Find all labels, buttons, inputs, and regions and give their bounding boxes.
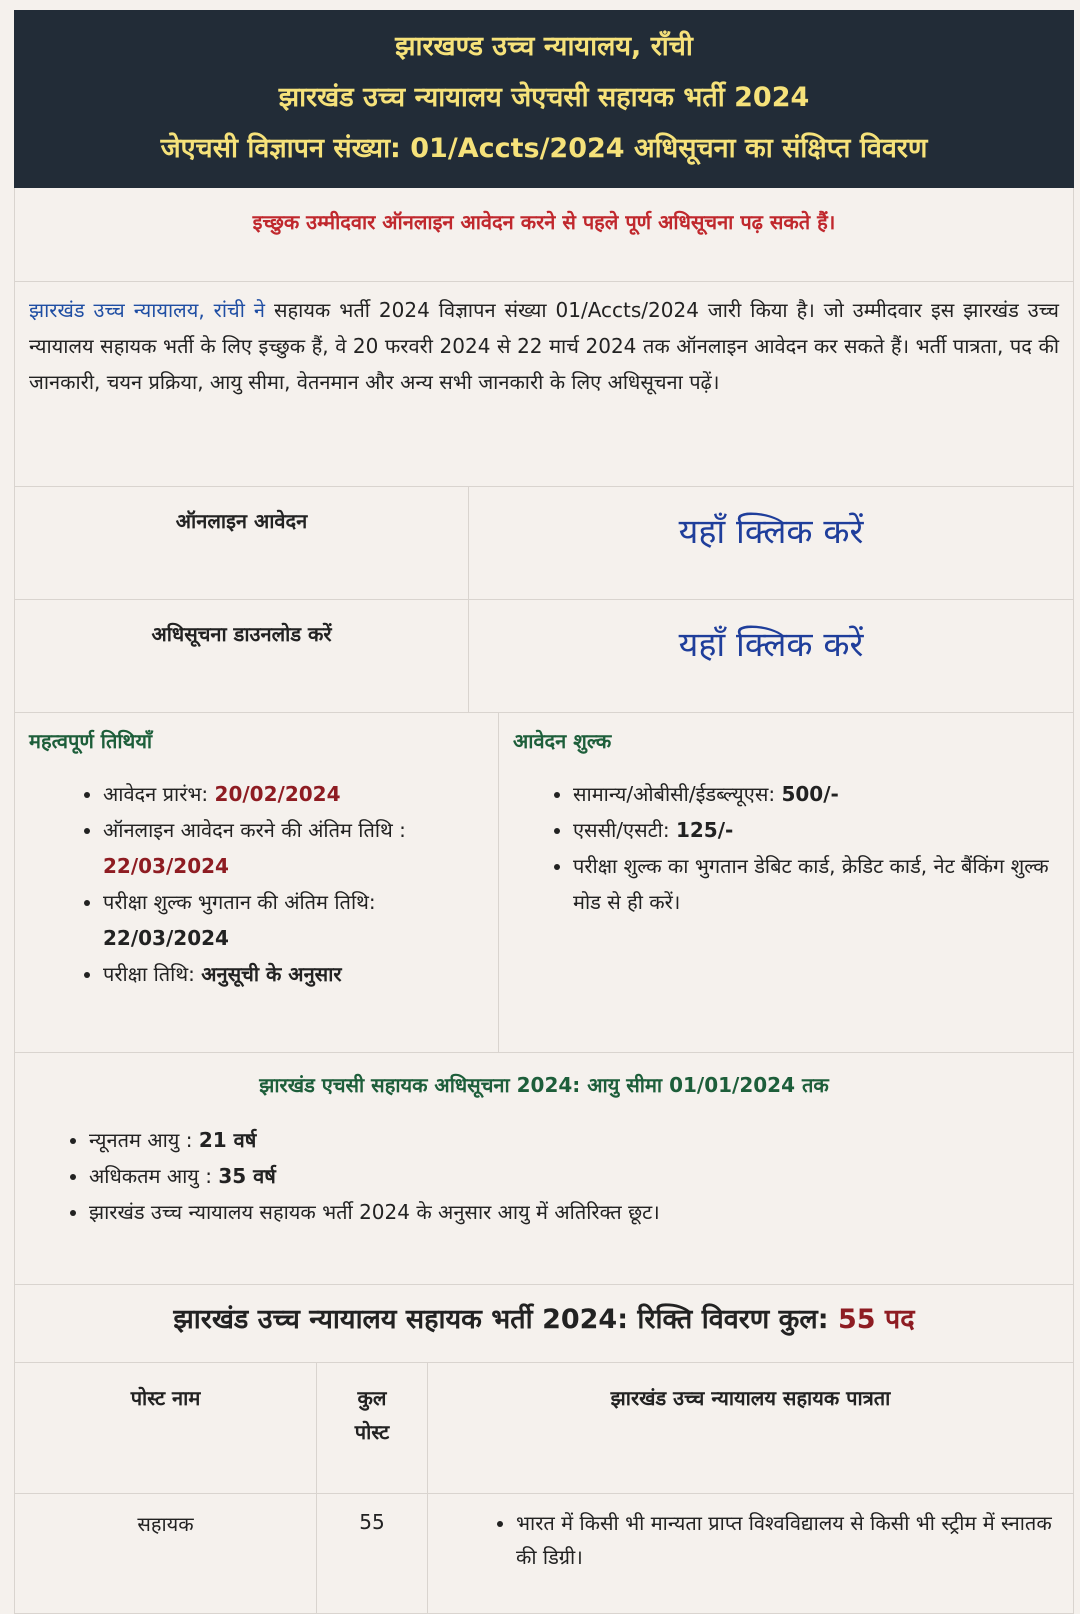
age-value: 21 वर्ष (198, 1128, 257, 1152)
cell-eligibility (428, 1494, 1073, 1613)
vacancy-title: झारखंड उच्च न्यायालय सहायक भर्ती 2024: रिक्ति विवरण कुल: (173, 1304, 838, 1335)
intro-body: सहायक भर्ती 2024 विज्ञापन संख्या 01/Accts/2024 जारी किया है। जो उम्मीदवार इस झारखंड उच्च न्यायालय सहायक भर्ती के लिए इच्छुक हैं, वे 20 फरवरी 2024 से 22 मार्च 2024 तक ऑनलाइन आवेदन कर सकते हैं। भर्ती पात्रता, पद की जानकारी, चयन प्रक्रिया, आयु सीमा, वेतनमान और अन्य सभी जानकारी के लिए अधिसूचना पढ़ें। (29, 298, 1059, 394)
download-notification-link[interactable]: यहाँ क्लिक करें (678, 625, 864, 665)
age-label: झारखंड उच्च न्यायालय सहायक भर्ती 2024 के अनुसार आयु में अतिरिक्त छूट। (89, 1200, 660, 1224)
important-dates (15, 713, 499, 1052)
notification-page (14, 10, 1074, 1614)
download-notification-label: अधिसूचना डाउनलोड करें (15, 600, 469, 712)
intro-paragraph (14, 282, 1074, 487)
list-item (89, 1158, 1073, 1194)
application-fees-title: आवेदन शुल्क (513, 729, 612, 753)
vacancy-count: 55 पद (837, 1304, 915, 1335)
age-limit-section (14, 1053, 1074, 1285)
header-recruitment-title: झारखंड उच्च न्यायालय जेएचसी सहायक भर्ती 2024 (278, 82, 810, 113)
list-item (573, 812, 1059, 848)
notice-text: इच्छुक उम्मीदवार ऑनलाइन आवेदन करने से पहले पूर्ण अधिसूचना पढ़ सकते हैं। (14, 188, 1074, 282)
table-row (14, 1494, 1074, 1614)
age-limit-list (15, 1122, 1073, 1230)
vacancy-table-header (14, 1363, 1074, 1494)
fee-label: सामान्य/ओबीसी/ईडब्ल्यूएस: (573, 782, 782, 806)
header-post-name: पोस्ट नाम (15, 1363, 317, 1493)
online-apply-label: ऑनलाइन आवेदन (15, 487, 469, 599)
application-fees (499, 713, 1073, 1052)
list-item (573, 848, 1059, 920)
important-dates-title: महत्वपूर्ण तिथियाँ (29, 729, 153, 753)
date-label: आवेदन प्रारंभ: (103, 782, 215, 806)
header-advertisement-title: जेएचसी विज्ञापन संख्या: 01/Accts/2024 अधिसूचना का संक्षिप्त विवरण (160, 133, 928, 164)
vacancy-heading (14, 1285, 1074, 1363)
age-limit-title: झारखंड एचसी सहायक अधिसूचना 2024: आयु सीमा 01/01/2024 तक (259, 1073, 829, 1097)
court-link[interactable]: झारखंड उच्च न्यायालय, रांची ने (29, 298, 266, 322)
header-eligibility: झारखंड उच्च न्यायालय सहायक पात्रता (610, 1386, 891, 1410)
list-item (89, 1194, 1073, 1230)
fee-value: 500/- (781, 782, 839, 806)
cell-post-name: सहायक (15, 1494, 317, 1613)
important-dates-list (29, 776, 484, 992)
header-total-posts (317, 1363, 428, 1493)
date-label: परीक्षा तिथि: (103, 962, 202, 986)
age-label: न्यूनतम आयु : (89, 1128, 199, 1152)
cell-total-posts: 55 (317, 1494, 428, 1613)
date-value: 22/03/2024 (103, 854, 229, 878)
date-value: 20/02/2024 (214, 782, 341, 806)
age-value: 35 वर्ष (218, 1164, 276, 1188)
application-fees-list (513, 776, 1059, 920)
list-item (573, 776, 1059, 812)
fee-value: 125/- (675, 818, 734, 842)
date-value: 22/03/2024 (103, 926, 229, 950)
list-item: • भारत में किसी भी मान्यता प्राप्त विश्वविद्यालय से किसी भी स्ट्रीम में स्नातक की डिग्री। (516, 1506, 1073, 1574)
list-item (103, 884, 484, 956)
list-item (103, 776, 484, 812)
online-apply-link[interactable]: यहाँ क्लिक करें (678, 512, 864, 552)
list-item (103, 956, 484, 992)
age-label: अधिकतम आयु : (89, 1164, 219, 1188)
eligibility-list (428, 1506, 1073, 1574)
download-notification-row (14, 600, 1074, 713)
fee-label: एससी/एसटी: (573, 818, 676, 842)
list-item (89, 1122, 1073, 1158)
list-item (103, 812, 484, 884)
date-value: अनुसूची के अनुसार (201, 962, 342, 986)
date-label: ऑनलाइन आवेदन करने की अंतिम तिथि : (103, 818, 406, 842)
header-total-posts-text: कुल पोस्ट (354, 1386, 390, 1444)
dates-fees-section (14, 713, 1074, 1053)
fee-label: परीक्षा शुल्क का भुगतान डेबिट कार्ड, क्रेडिट कार्ड, नेट बैंकिंग शुल्क मोड से ही करें। (573, 854, 1049, 914)
online-apply-row (14, 487, 1074, 600)
date-label: परीक्षा शुल्क भुगतान की अंतिम तिथि: (103, 890, 376, 914)
header-court-name: झारखण्ड उच्च न्यायालय, राँची (395, 31, 693, 62)
page-header (14, 10, 1074, 188)
